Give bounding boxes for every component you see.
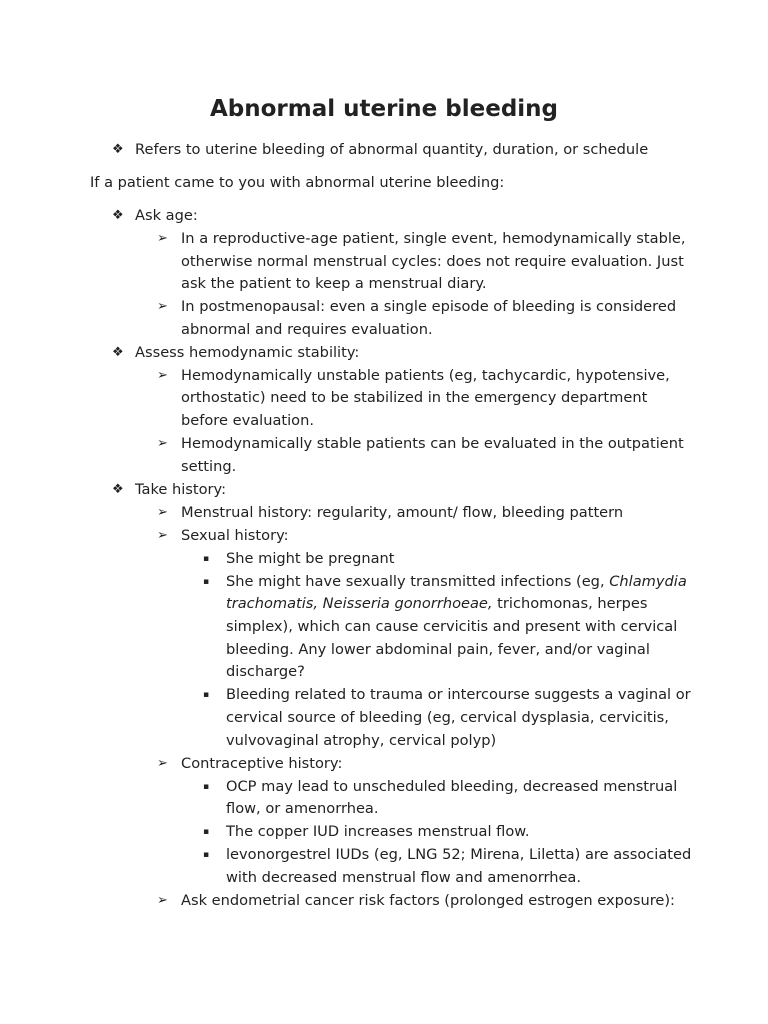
list-item-text: with decreased menstrual flow and amenorrhea. <box>226 869 582 886</box>
square-bullet-icon: ▪ <box>203 554 210 564</box>
list-item-text: Hemodynamically unstable patients (eg, tachycardic, hypotensive, <box>181 367 670 384</box>
arrow-bullet-icon: ➢ <box>157 756 168 771</box>
list-item-heading: Ask age: <box>135 207 198 224</box>
list-item-text: Bleeding related to trauma or intercourse suggests a vaginal or <box>226 686 691 703</box>
intro-paragraph: If a patient came to you with abnormal uterine bleeding: <box>90 174 505 191</box>
diamond-bullet-icon: ❖ <box>112 482 124 497</box>
list-item-text: simplex), which can cause cervicitis and present with cervical <box>226 618 678 635</box>
list-item-text <box>226 593 647 615</box>
list-item-text: flow, or amenorrhea. <box>226 800 379 817</box>
arrow-bullet-icon: ➢ <box>157 893 168 908</box>
diamond-bullet-icon: ❖ <box>112 345 124 360</box>
list-item-text: discharge? <box>226 663 305 680</box>
intro-bullet-text: Refers to uterine bleeding of abnormal quantity, duration, or schedule <box>135 141 649 158</box>
list-item-text: In a reproductive-age patient, single event, hemodynamically stable, <box>181 230 686 247</box>
list-item-heading: Take history: <box>135 481 227 498</box>
square-bullet-icon: ▪ <box>203 827 210 837</box>
arrow-bullet-icon: ➢ <box>157 231 168 246</box>
list-item-text <box>226 571 687 593</box>
list-item-text: setting. <box>181 458 237 475</box>
list-item-text: Ask endometrial cancer risk factors (prolonged estrogen exposure): <box>181 892 675 909</box>
list-item-text: orthostatic) need to be stabilized in the emergency department <box>181 389 648 406</box>
list-item-text: Hemodynamically stable patients can be evaluated in the outpatient <box>181 435 684 452</box>
arrow-bullet-icon: ➢ <box>157 368 168 383</box>
list-item-text: abnormal and requires evaluation. <box>181 321 433 338</box>
list-item-text: She might be pregnant <box>226 550 395 567</box>
text-run: trichomonas, herpes <box>492 595 648 612</box>
page-title: Abnormal uterine bleeding <box>209 96 559 122</box>
list-item-text: vulvovaginal atrophy, cervical polyp) <box>226 732 497 749</box>
italic-text-run: Chlamydia <box>609 573 687 590</box>
list-item-text: levonorgestrel IUDs (eg, LNG 52; Mirena, Liletta) are associated <box>226 846 692 863</box>
arrow-bullet-icon: ➢ <box>157 528 168 543</box>
list-item-text: otherwise normal menstrual cycles: does not require evaluation. Just <box>181 253 684 270</box>
diamond-bullet-icon: ❖ <box>112 142 124 157</box>
list-item-text: Contraceptive history: <box>181 755 343 772</box>
arrow-bullet-icon: ➢ <box>157 436 168 451</box>
list-item-text: before evaluation. <box>181 412 315 429</box>
diamond-bullet-icon: ❖ <box>112 208 124 223</box>
square-bullet-icon: ▪ <box>203 690 210 700</box>
square-bullet-icon: ▪ <box>203 850 210 860</box>
square-bullet-icon: ▪ <box>203 782 210 792</box>
list-item-text: The copper IUD increases menstrual flow. <box>226 823 530 840</box>
list-item-text: In postmenopausal: even a single episode of bleeding is considered <box>181 298 677 315</box>
text-run: She might have sexually transmitted infections (eg, <box>226 573 610 590</box>
list-item-text: Menstrual history: regularity, amount/ flow, bleeding pattern <box>181 504 624 521</box>
arrow-bullet-icon: ➢ <box>157 299 168 314</box>
list-item-text: cervical source of bleeding (eg, cervical dysplasia, cervicitis, <box>226 709 669 726</box>
list-item-text: Sexual history: <box>181 527 289 544</box>
list-item-text: ask the patient to keep a menstrual diary. <box>181 275 487 292</box>
list-item-text: bleeding. Any lower abdominal pain, fever, and/or vaginal <box>226 641 650 658</box>
list-item-text: OCP may lead to unscheduled bleeding, decreased menstrual <box>226 778 678 795</box>
arrow-bullet-icon: ➢ <box>157 505 168 520</box>
square-bullet-icon: ▪ <box>203 577 210 587</box>
italic-text-run: trachomatis, Neisseria gonorrhoeae, <box>226 595 493 612</box>
list-item-heading: Assess hemodynamic stability: <box>135 344 360 361</box>
